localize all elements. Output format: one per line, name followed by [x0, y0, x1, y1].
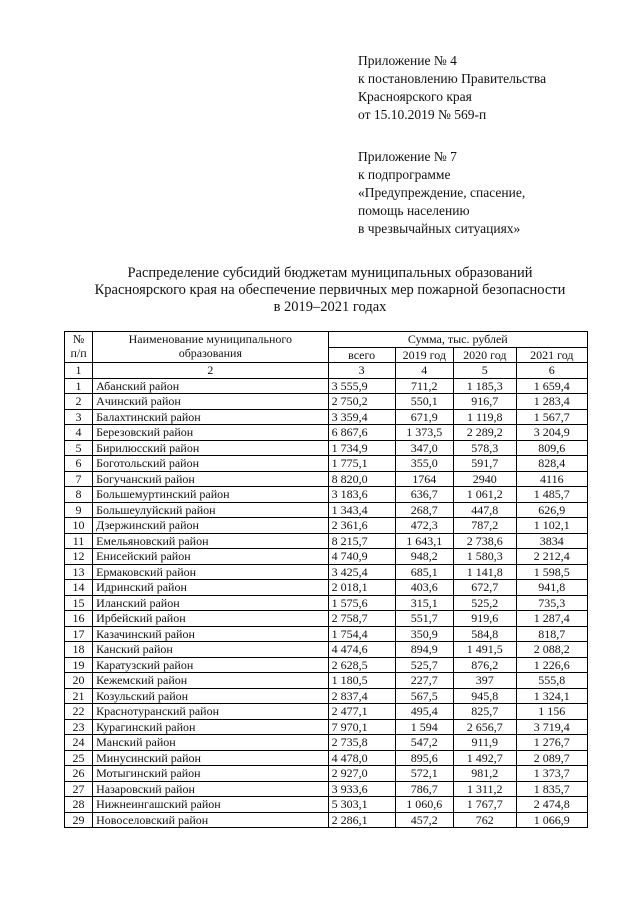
value-2021: 2 474,8 [516, 797, 587, 813]
header-2020: 2020 год [453, 347, 516, 363]
table-row [65, 487, 588, 503]
value-2020: 1 061,2 [453, 487, 516, 503]
total-value: 1 180,5 [328, 673, 395, 689]
value-2019: 1 594 [395, 719, 453, 735]
value-2020: 1 580,3 [453, 549, 516, 565]
value-2021: 3834 [516, 533, 587, 549]
total-value: 1 754,4 [328, 626, 395, 642]
appendix-7-line: в чрезвычайных ситуациях» [358, 221, 521, 236]
value-2020: 447,8 [453, 502, 516, 518]
value-2019: 948,2 [395, 549, 453, 565]
appendix-7-line: помощь населению [358, 203, 470, 218]
municipality-name: Назаровский район [93, 781, 329, 797]
municipality-name: Курагинский район [93, 719, 329, 735]
appendix-7-header [358, 148, 525, 238]
municipality-name: Манский район [93, 735, 329, 751]
total-value: 3 933,6 [328, 781, 395, 797]
row-number: 15 [65, 595, 93, 611]
value-2021: 1 287,4 [516, 611, 587, 627]
municipality-name: Новоселовский район [93, 812, 329, 828]
value-2019: 350,9 [395, 626, 453, 642]
value-2021: 1 835,7 [516, 781, 587, 797]
value-2020: 762 [453, 812, 516, 828]
col-number: 3 [328, 363, 395, 379]
value-2019: 1 060,6 [395, 797, 453, 813]
row-number: 23 [65, 719, 93, 735]
table-row [65, 394, 588, 410]
value-2021: 941,8 [516, 580, 587, 596]
value-2019: 355,0 [395, 456, 453, 472]
municipality-name: Казачинский район [93, 626, 329, 642]
value-2021: 555,8 [516, 673, 587, 689]
row-number: 20 [65, 673, 93, 689]
appendix-4-header [358, 52, 546, 124]
value-2020: 1 491,5 [453, 642, 516, 658]
table-row [65, 812, 588, 828]
value-2019: 268,7 [395, 502, 453, 518]
value-2019: 1 643,1 [395, 533, 453, 549]
total-value: 7 970,1 [328, 719, 395, 735]
total-value: 2 735,8 [328, 735, 395, 751]
row-number: 6 [65, 456, 93, 472]
row-number: 11 [65, 533, 93, 549]
value-2019: 671,9 [395, 409, 453, 425]
row-number: 9 [65, 502, 93, 518]
table-row [65, 626, 588, 642]
value-2021: 3 719,4 [516, 719, 587, 735]
total-value: 2 018,1 [328, 580, 395, 596]
municipality-name: Ачинский район [93, 394, 329, 410]
value-2020: 1 141,8 [453, 564, 516, 580]
total-value: 8 215,7 [328, 533, 395, 549]
value-2019: 227,7 [395, 673, 453, 689]
municipality-name: Богучанский район [93, 471, 329, 487]
value-2021: 1 102,1 [516, 518, 587, 534]
value-2020: 591,7 [453, 456, 516, 472]
value-2019: 786,7 [395, 781, 453, 797]
value-2020: 672,7 [453, 580, 516, 596]
value-2021: 1 598,5 [516, 564, 587, 580]
total-value: 1 575,6 [328, 595, 395, 611]
col-number: 1 [65, 363, 93, 379]
value-2019: 895,6 [395, 750, 453, 766]
municipality-name: Боготольский район [93, 456, 329, 472]
value-2020: 1 767,7 [453, 797, 516, 813]
value-2020: 397 [453, 673, 516, 689]
row-number: 3 [65, 409, 93, 425]
table-row [65, 673, 588, 689]
value-2020: 945,8 [453, 688, 516, 704]
total-value: 4 740,9 [328, 549, 395, 565]
value-2020: 1 185,3 [453, 378, 516, 394]
title-line: в 2019–2021 годах [273, 299, 387, 315]
municipality-name: Емельяновский район [93, 533, 329, 549]
value-2019: 472,3 [395, 518, 453, 534]
municipality-name: Большеулуйский район [93, 502, 329, 518]
table-row [65, 456, 588, 472]
total-value: 1 734,9 [328, 440, 395, 456]
municipality-name: Мотыгинский район [93, 766, 329, 782]
row-number: 26 [65, 766, 93, 782]
row-number: 13 [65, 564, 93, 580]
row-number: 24 [65, 735, 93, 751]
table-row [65, 611, 588, 627]
value-2021: 1 659,4 [516, 378, 587, 394]
value-2021: 2 088,2 [516, 642, 587, 658]
header-name: Наименование муниципального образования [93, 332, 329, 363]
table-row [65, 688, 588, 704]
table-row [65, 564, 588, 580]
row-number: 28 [65, 797, 93, 813]
table-row [65, 766, 588, 782]
value-2020: 584,8 [453, 626, 516, 642]
row-number: 2 [65, 394, 93, 410]
table-row [65, 642, 588, 658]
table-row [65, 595, 588, 611]
header-2021: 2021 год [516, 347, 587, 363]
value-2020: 916,7 [453, 394, 516, 410]
value-2020: 911,9 [453, 735, 516, 751]
municipality-name: Идринский район [93, 580, 329, 596]
document-title [60, 265, 600, 316]
municipality-name: Нижнеингашский район [93, 797, 329, 813]
header-num: № п/п [65, 332, 93, 363]
appendix-7-line: «Предупреждение, спасение, [358, 185, 526, 200]
row-number: 29 [65, 812, 93, 828]
municipality-name: Ермаковский район [93, 564, 329, 580]
value-2019: 551,7 [395, 611, 453, 627]
value-2019: 315,1 [395, 595, 453, 611]
value-2020: 1 492,7 [453, 750, 516, 766]
value-2020: 981,2 [453, 766, 516, 782]
municipality-name: Каратузский район [93, 657, 329, 673]
row-number: 19 [65, 657, 93, 673]
col-number: 2 [93, 363, 329, 379]
municipality-name: Ирбейский район [93, 611, 329, 627]
municipality-name: Абанский район [93, 378, 329, 394]
value-2020: 525,2 [453, 595, 516, 611]
value-2021: 2 212,4 [516, 549, 587, 565]
municipality-name: Иланский район [93, 595, 329, 611]
total-value: 2 758,7 [328, 611, 395, 627]
table-row [65, 657, 588, 673]
value-2019: 572,1 [395, 766, 453, 782]
municipality-name: Енисейский район [93, 549, 329, 565]
appendix-7-line: к подпрограмме [358, 167, 451, 182]
value-2019: 567,5 [395, 688, 453, 704]
value-2020: 2 656,7 [453, 719, 516, 735]
table-row [65, 719, 588, 735]
value-2020: 2 289,2 [453, 425, 516, 441]
value-2019: 347,0 [395, 440, 453, 456]
municipality-name: Минусинский район [93, 750, 329, 766]
title-line: Распределение субсидий бюджетам муниципальных образований [127, 265, 533, 281]
value-2019: 685,1 [395, 564, 453, 580]
municipality-name: Краснотуранский район [93, 704, 329, 720]
table-row [65, 518, 588, 534]
header-total: всего [328, 347, 395, 363]
municipality-name: Большемуртинский район [93, 487, 329, 503]
value-2019: 495,4 [395, 704, 453, 720]
row-number: 22 [65, 704, 93, 720]
row-number: 12 [65, 549, 93, 565]
value-2021: 626,9 [516, 502, 587, 518]
total-value: 2 286,1 [328, 812, 395, 828]
value-2021: 4116 [516, 471, 587, 487]
col-number: 5 [453, 363, 516, 379]
table-row [65, 580, 588, 596]
value-2021: 818,7 [516, 626, 587, 642]
value-2021: 1 485,7 [516, 487, 587, 503]
row-number: 17 [65, 626, 93, 642]
municipality-name: Дзержинский район [93, 518, 329, 534]
table-row [65, 471, 588, 487]
value-2021: 1 156 [516, 704, 587, 720]
value-2021: 1 066,9 [516, 812, 587, 828]
subsidy-table [64, 331, 588, 828]
table-row [65, 409, 588, 425]
total-value: 3 425,4 [328, 564, 395, 580]
municipality-name: Канский район [93, 642, 329, 658]
table-row [65, 781, 588, 797]
total-value: 8 820,0 [328, 471, 395, 487]
value-2021: 3 204,9 [516, 425, 587, 441]
value-2021: 2 089,7 [516, 750, 587, 766]
municipality-name: Кежемский район [93, 673, 329, 689]
total-value: 2 628,5 [328, 657, 395, 673]
appendix-4-line: к постановлению Правительства [358, 71, 547, 86]
row-number: 4 [65, 425, 93, 441]
municipality-name: Бирилюсский район [93, 440, 329, 456]
value-2019: 457,2 [395, 812, 453, 828]
col-number: 6 [516, 363, 587, 379]
municipality-name: Березовский район [93, 425, 329, 441]
value-2019: 525,7 [395, 657, 453, 673]
value-2020: 876,2 [453, 657, 516, 673]
row-number: 1 [65, 378, 93, 394]
total-value: 3 555,9 [328, 378, 395, 394]
total-value: 4 474,6 [328, 642, 395, 658]
title-line: Красноярского края на обеспечение первичных мер пожарной безопасности [94, 282, 566, 298]
row-number: 21 [65, 688, 93, 704]
row-number: 18 [65, 642, 93, 658]
row-number: 16 [65, 611, 93, 627]
value-2019: 711,2 [395, 378, 453, 394]
appendix-4-line: Приложение № 4 [358, 53, 457, 68]
value-2021: 1 283,4 [516, 394, 587, 410]
appendix-4-line: от 15.10.2019 № 569-п [358, 107, 487, 122]
table-row [65, 440, 588, 456]
value-2021: 1 324,1 [516, 688, 587, 704]
value-2019: 403,6 [395, 580, 453, 596]
total-value: 3 359,4 [328, 409, 395, 425]
table-row [65, 549, 588, 565]
table-row [65, 750, 588, 766]
value-2019: 1764 [395, 471, 453, 487]
value-2019: 547,2 [395, 735, 453, 751]
table-row [65, 704, 588, 720]
table-row [65, 378, 588, 394]
row-number: 7 [65, 471, 93, 487]
value-2021: 1 276,7 [516, 735, 587, 751]
total-value: 1 775,1 [328, 456, 395, 472]
appendix-7-line: Приложение № 7 [358, 149, 457, 164]
total-value: 2 837,4 [328, 688, 395, 704]
column-number-row [65, 363, 588, 379]
total-value: 1 343,4 [328, 502, 395, 518]
total-value: 3 183,6 [328, 487, 395, 503]
total-value: 4 478,0 [328, 750, 395, 766]
value-2019: 550,1 [395, 394, 453, 410]
header-2019: 2019 год [395, 347, 453, 363]
row-number: 5 [65, 440, 93, 456]
value-2021: 1 567,7 [516, 409, 587, 425]
value-2019: 894,9 [395, 642, 453, 658]
table-row [65, 533, 588, 549]
value-2020: 1 311,2 [453, 781, 516, 797]
total-value: 2 750,2 [328, 394, 395, 410]
total-value: 2 477,1 [328, 704, 395, 720]
value-2020: 1 119,8 [453, 409, 516, 425]
row-number: 14 [65, 580, 93, 596]
col-number: 4 [395, 363, 453, 379]
value-2020: 578,3 [453, 440, 516, 456]
row-number: 27 [65, 781, 93, 797]
appendix-4-line: Красноярского края [358, 89, 472, 104]
value-2019: 636,7 [395, 487, 453, 503]
table-row [65, 797, 588, 813]
value-2019: 1 373,5 [395, 425, 453, 441]
total-value: 2 361,6 [328, 518, 395, 534]
value-2020: 2 738,6 [453, 533, 516, 549]
value-2020: 2940 [453, 471, 516, 487]
value-2021: 809,6 [516, 440, 587, 456]
value-2020: 919,6 [453, 611, 516, 627]
value-2021: 1 373,7 [516, 766, 587, 782]
total-value: 5 303,1 [328, 797, 395, 813]
table-row [65, 502, 588, 518]
total-value: 2 927,0 [328, 766, 395, 782]
municipality-name: Балахтинский район [93, 409, 329, 425]
value-2020: 825,7 [453, 704, 516, 720]
row-number: 25 [65, 750, 93, 766]
header-sum: Сумма, тыс. рублей [328, 332, 587, 348]
row-number: 8 [65, 487, 93, 503]
row-number: 10 [65, 518, 93, 534]
table-row [65, 735, 588, 751]
value-2021: 735,3 [516, 595, 587, 611]
table-row [65, 425, 588, 441]
municipality-name: Козульский район [93, 688, 329, 704]
value-2020: 787,2 [453, 518, 516, 534]
value-2021: 1 226,6 [516, 657, 587, 673]
total-value: 6 867,6 [328, 425, 395, 441]
value-2021: 828,4 [516, 456, 587, 472]
